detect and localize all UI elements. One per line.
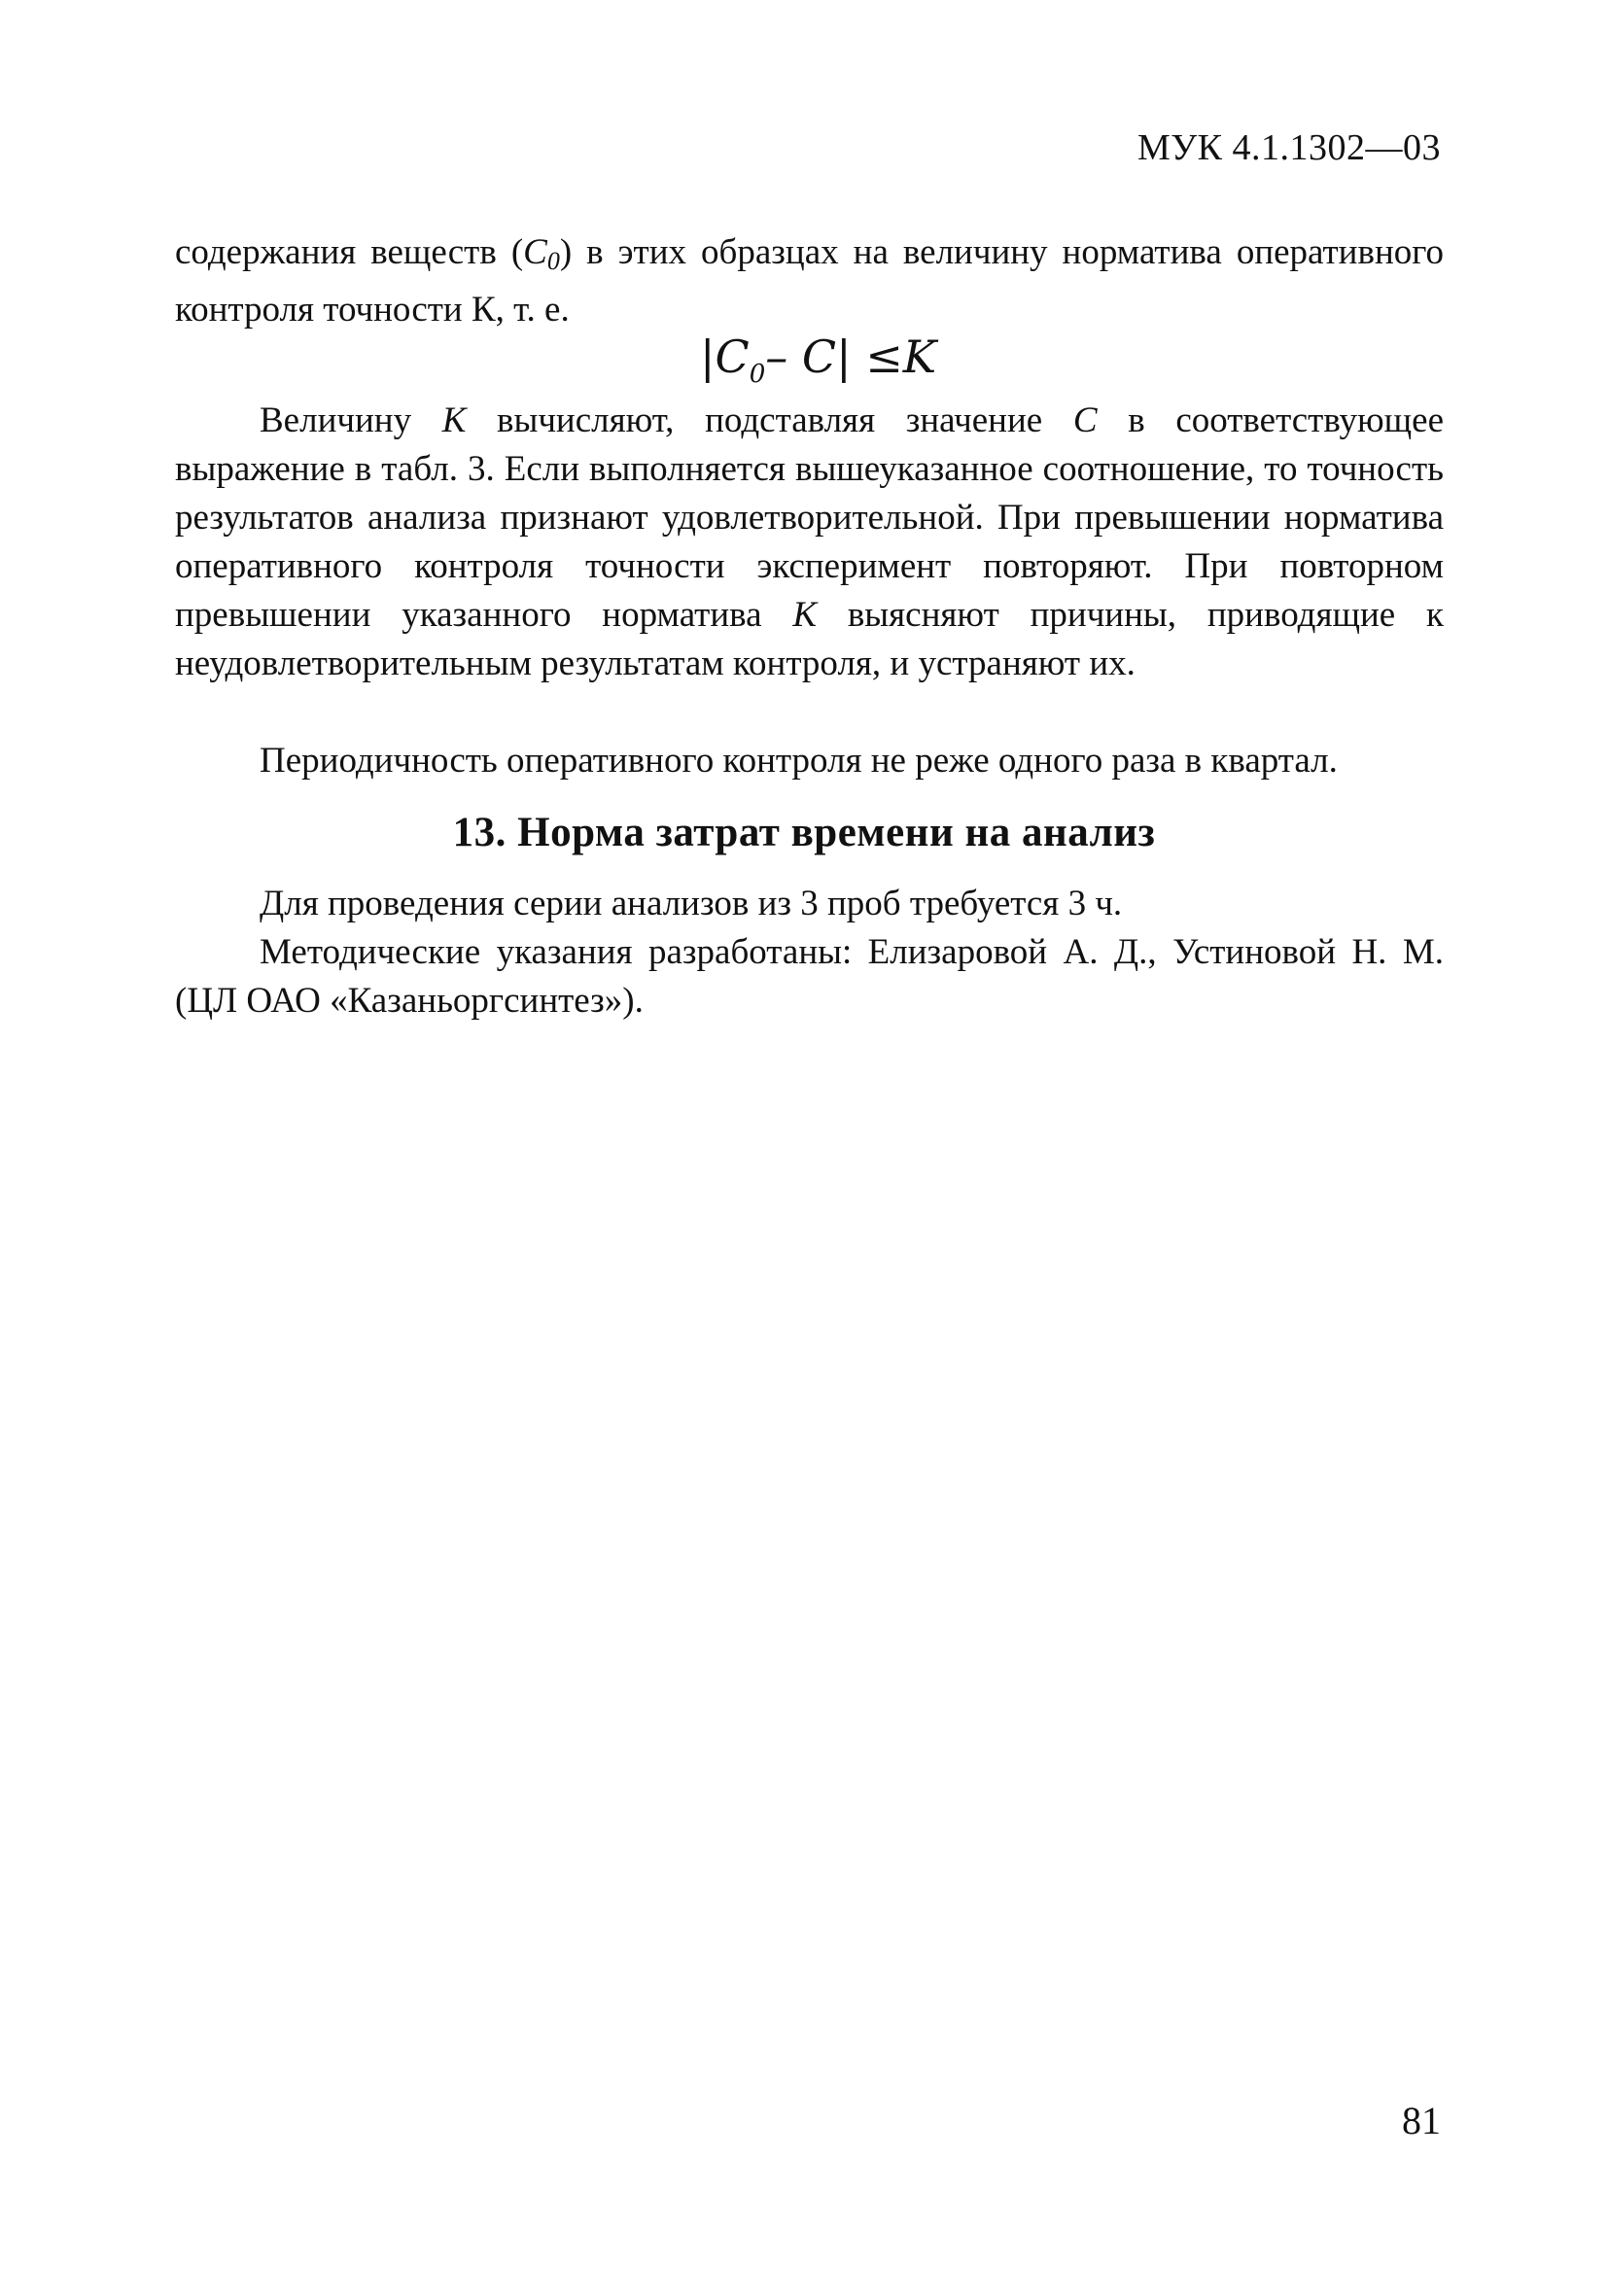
variable-k: К	[441, 400, 467, 440]
paragraph-k-calculation	[175, 397, 1444, 688]
paragraph-text: вычисляют, подставляя значение	[466, 400, 1073, 440]
formula-c0-symbol: C	[715, 330, 750, 383]
paragraph-continuation	[175, 228, 1444, 334]
paragraph-text: ) в этих образцах на величину норматива оперативного контроля точности К, т. е.	[175, 232, 1445, 330]
variable-k: К	[792, 595, 817, 635]
running-header: МУК 4.1.1302—03	[1136, 127, 1441, 168]
formula-k: K	[902, 330, 937, 383]
page-number: 81	[1402, 2099, 1441, 2142]
subscript-zero: 0	[546, 247, 560, 275]
paragraph-periodicity: Периодичность оперативного контроля не реже одного раза в квартал.	[260, 741, 1338, 781]
formula-c0-subscript: 0	[749, 360, 766, 389]
paragraph-text: в соответствующее выражение в табл. 3. Если выполняется вышеуказанное соотношение, то точность результатов анализа признают удовлетворительной. При превышении норматива оперативного контроля точности эксперимент повторяют. При повторном превышении указанного норматива	[175, 400, 1445, 635]
paragraph-text: Величину	[260, 400, 442, 440]
formula-operator: ≤	[865, 330, 903, 383]
formula-minus-c: – C	[765, 330, 837, 383]
paragraph-text: выясняют причины, приводящие к неудовлетворительным результатам контроля, и устраняют их.	[175, 595, 1445, 683]
section-heading: 13. Норма затрат времени на анализ	[452, 810, 1156, 855]
paragraph-authors: Методические указания разработаны: Елизаровой А. Д., Устиновой Н. М. (ЦЛ ОАО «Казаньоргсинтез»).	[175, 932, 1444, 1021]
paragraph-text: содержания веществ (	[175, 232, 524, 272]
variable-c: С	[1072, 400, 1098, 440]
accuracy-formula: $|C_0-$ C| ≤K	[700, 330, 937, 389]
paragraph-time-norm: Для проведения серии анализов из 3 проб требуется 3 ч.	[260, 884, 1123, 923]
variable-c: C	[523, 232, 547, 272]
